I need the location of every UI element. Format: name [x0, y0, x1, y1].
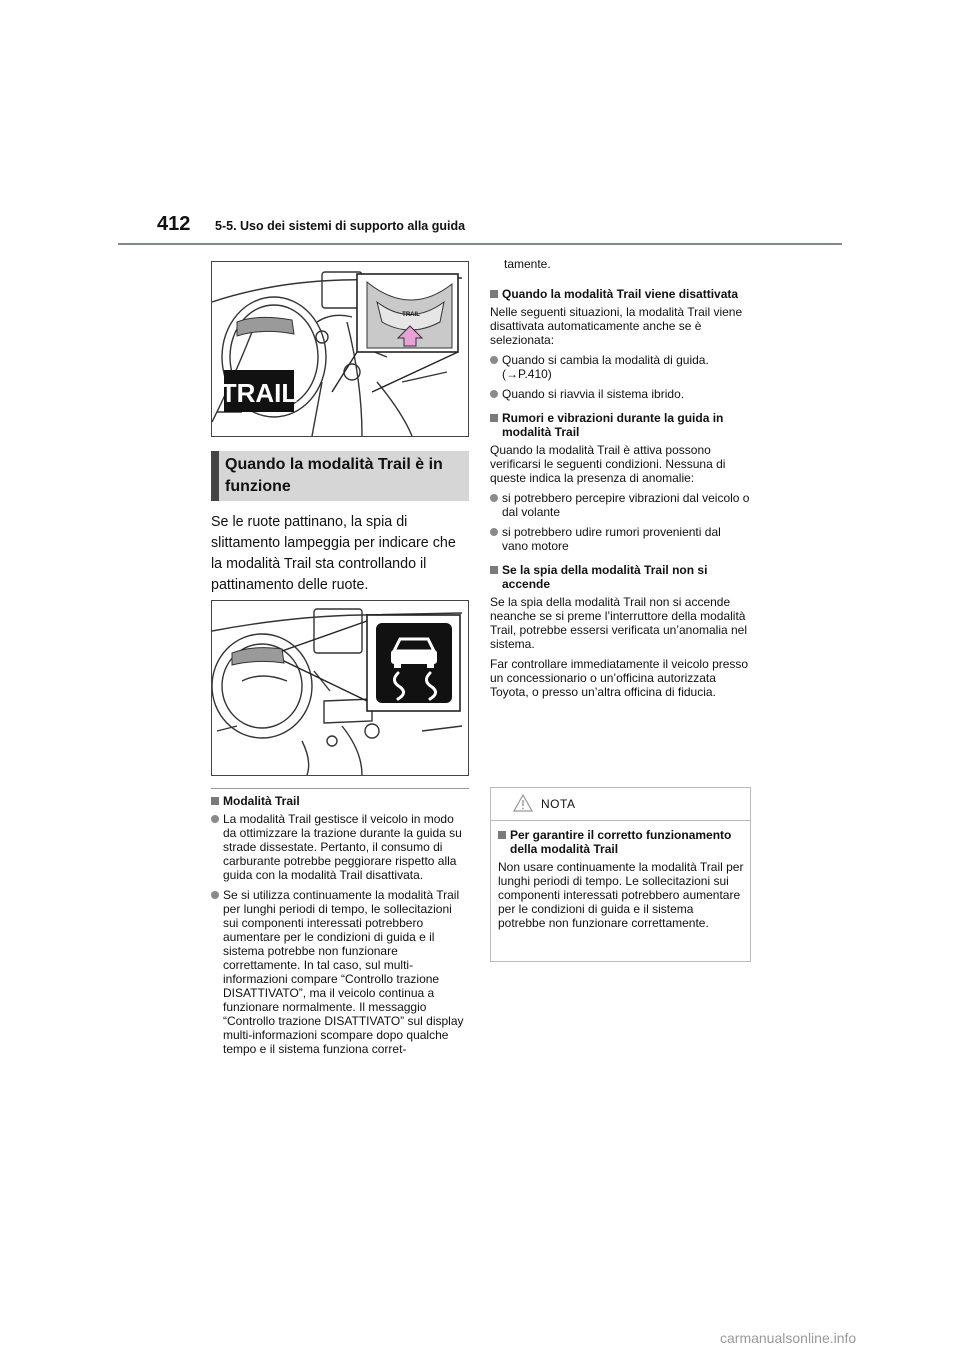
- dashboard-illustration-2: [212, 601, 468, 775]
- page-number: 412: [157, 213, 191, 235]
- nota-text: Non usare continuamente la modalità Trail per lunghi periodi di tempo. Le sollecitazioni sui componenti interessati potrebbero aumentare per le condizioni di guida e il sistema potrebbe non funzionare correttamente.: [498, 860, 744, 930]
- watermark: carmanualsonline.info: [720, 1330, 857, 1346]
- switch-label: TRAIL: [402, 312, 420, 318]
- list-item: Quando si cambia la modalità di guida. (→P.410): [490, 353, 750, 381]
- note-text: Far controllare immediatamente il veicolo presso un concessionario o un’officina autorizzata Toyota, o presso un’altra officina di fiducia.: [490, 657, 749, 699]
- list-item: La modalità Trail gestisce il veicolo in modo da ottimizzare la trazione durante la guida su strade dissestate. Pertanto, il consumo di carburante potrebbe peggiorare rispetto alla guida con la modalità Trail disattivata.: [211, 812, 469, 882]
- divider: [211, 788, 469, 789]
- figure-trail-switch: [211, 261, 469, 437]
- chapter-title: 5-5. Uso dei sistemi di supporto alla guida: [215, 219, 466, 233]
- right-column: [490, 257, 750, 705]
- note-text: Nelle seguenti situazioni, la modalità Trail viene disattivata automaticamente anche se è selezionata:: [490, 305, 743, 347]
- nota-head: Per garantire il corretto funzionamento della modalità Trail: [498, 828, 744, 856]
- continuation-text: tamente.: [504, 257, 551, 271]
- trail-badge-text: TRAIL: [220, 378, 298, 408]
- figure-slip-indicator: [211, 600, 469, 776]
- header-rule: [118, 243, 842, 245]
- note-text: Se la spia della modalità Trail non si accende neanche se si preme l’interruttore della modalità Trail, potrebbe essersi verificata un’anomalia nel sistema.: [490, 595, 748, 651]
- list-item: Quando si riavvia il sistema ibrido.: [490, 387, 750, 401]
- dashboard-illustration: [212, 262, 468, 436]
- note-head-indicator-off: Se la spia della modalità Trail non si accende: [490, 563, 750, 591]
- section-title: Quando la modalità Trail è in funzione: [225, 456, 443, 495]
- warning-icon: [513, 794, 533, 812]
- list-item: Se si utilizza continuamente la modalità Trail per lunghi periodi di tempo, le sollecitazioni sui componenti interessati potrebbero aumentare per le condizioni di guida e il sistema potrebbe non funzionare correttamente. In tal caso, sul multi-informazioni compare “Controllo trazione DISATTIVATO”, ma il veicolo continua a funzionare normalmente. Il messaggio “Controllo trazione DISATTIVATO” sul display multi-informazioni scompare dopo qualche tempo e il sistema funziona corret-: [211, 888, 469, 1056]
- nota-label: NOTA: [541, 797, 576, 811]
- list-item: si potrebbero percepire vibrazioni dal veicolo o dal volante: [490, 491, 750, 519]
- note-head-noise: Rumori e vibrazioni durante la guida in modalità Trail: [490, 411, 750, 439]
- note-head-trail-mode: Modalità Trail: [211, 794, 469, 808]
- list-item: si potrebbero udire rumori provenienti dal vano motore: [490, 525, 750, 553]
- note-text: Quando la modalità Trail è attiva possono verificarsi le seguenti condizioni. Nessuna di queste indica la presenza di anomalie:: [490, 443, 726, 485]
- nota-box: [490, 787, 751, 962]
- left-notes: [211, 794, 469, 1062]
- section-header: [211, 451, 469, 501]
- lede-paragraph: Se le ruote pattinano, la spia di slittamento lampeggia per indicare che la modalità Trail sta controllando il pattinamento delle ruote.: [211, 514, 456, 593]
- note-head-deactivated: Quando la modalità Trail viene disattivata: [490, 287, 750, 301]
